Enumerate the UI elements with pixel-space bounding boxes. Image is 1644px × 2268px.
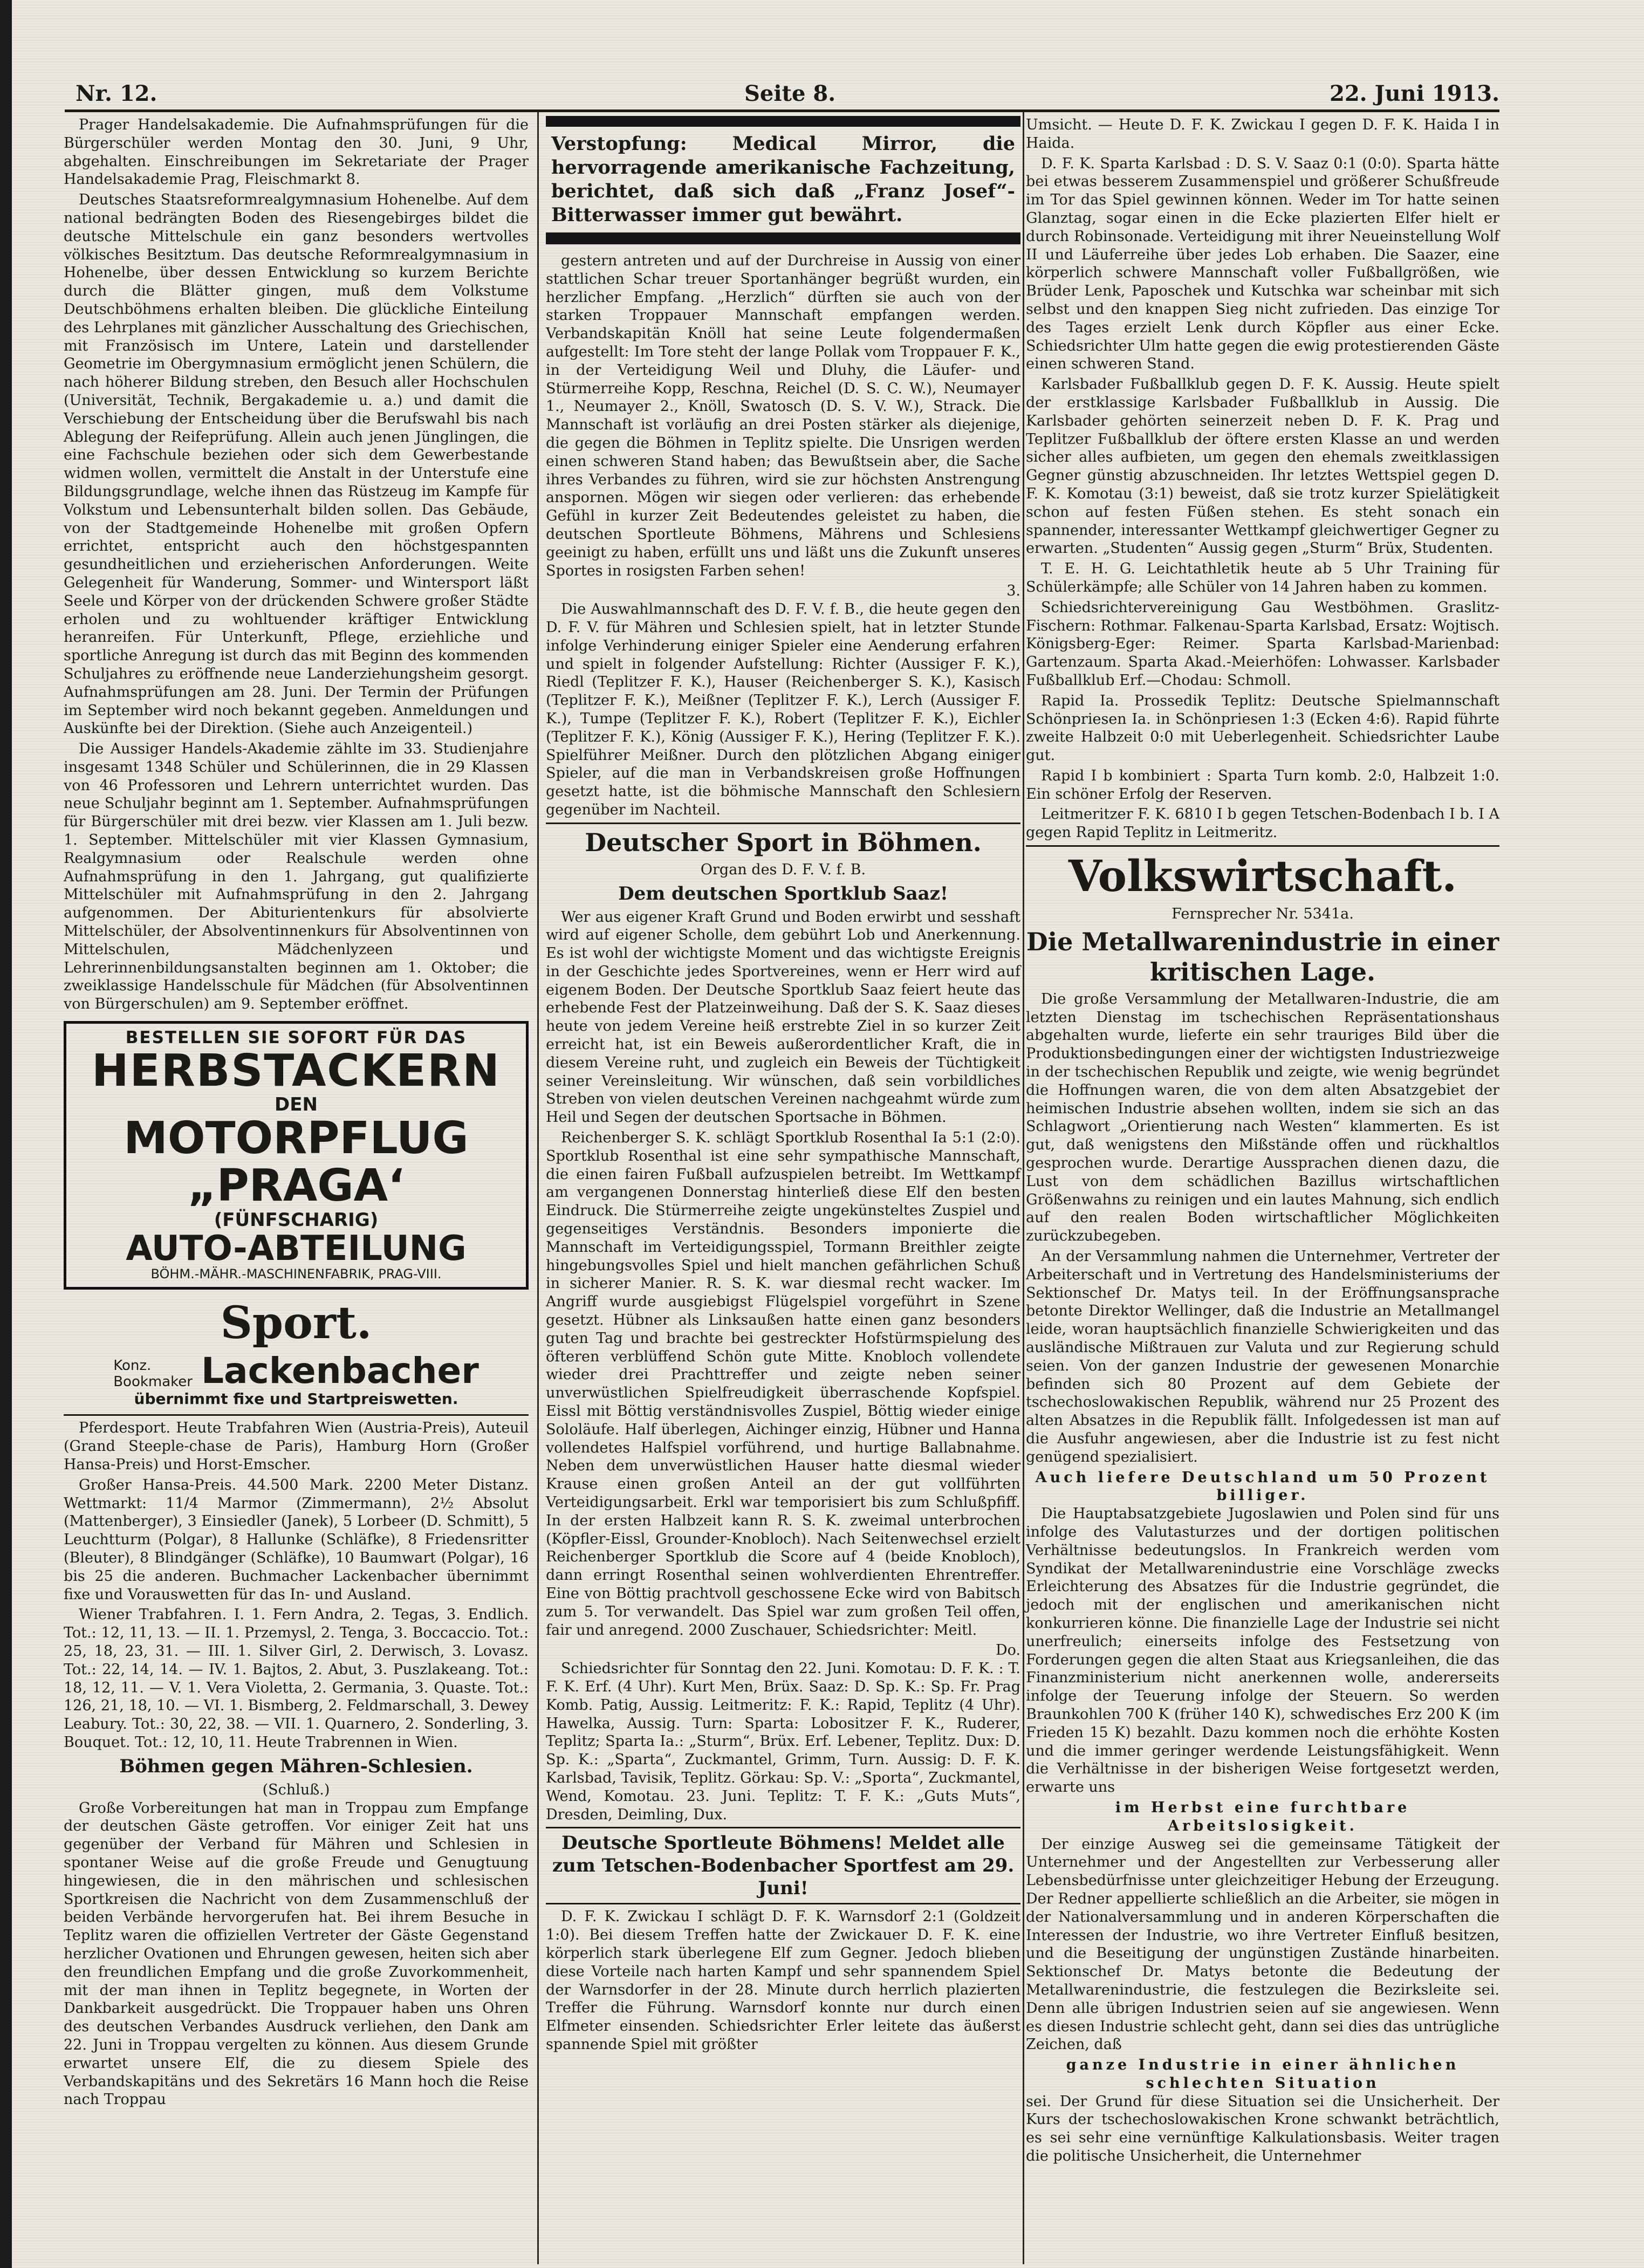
issue-date: 22. Juni 1913. <box>1330 81 1499 106</box>
article-schiedsrichtervereinigung: Schiedsrichtervereinigung Gau Westböhmen. Graslitz-Fischern: Rothmar. Falkenau-Sparta Karlsbad, Ersatz: Wojtisch. Königsberg-Eger: Reimer. Sparta Karlsbad-Marienbad: Gartenzaum. Sparta Akad.-Meierhöfen: Lohwasser. Karlsbader Fußballklub Erf.—Chodau: Schmoll. <box>1026 599 1499 689</box>
page-header <box>76 81 1499 108</box>
column-3 <box>1026 116 1499 2263</box>
column-2 <box>546 116 1020 2263</box>
column-rule-1 <box>537 112 539 2264</box>
column-rule-2 <box>1023 112 1024 2264</box>
section-title-sport: Sport. <box>220 1297 372 1349</box>
article-tehg: T. E. H. G. Leichtathletik heute ab 5 Uhr Training für Schülerkämpfe; alle Schüler von 14 Jahren haben zu kommen. <box>1026 560 1499 595</box>
ad-praga-line6: (FÜNFSCHARIG) <box>214 1209 379 1231</box>
article-metall-3: Die Hauptabsatzgebiete Jugoslawien und Polen sind für uns infolge des Valutasturzes und der dortigen politischen Verhältnisse bedeutungslos. In Frankreich werden vom Syndikat der Metallwarenindustrie eine Vorschläge zwecks Erleichterung des Absatzes für die Industrie gegründet, die jedoch mit der englischen und amerikanischen nicht konkurrieren könne. Die finanzielle Lage der Industrie sei nicht unerfreulich; einerseits infolge des Festsetzung von Forderungen gegen die alten Staat aus Kriegsanleihen, die das Finanzministerium nicht anerkennen wolle, andererseits infolge der Teuerung infolge der Steuern. So werden Braunkohlen 700 K (früher 140 K), schwedisches Erz 200 K (im Frieden 15 K) bezahlt. Dazu kommen noch die erhöhte Kosten und die immer geringer werdende Leistungsfähigkeit. Wenn die Verhältnisse in der bisherigen Weise fortgesetzt werden, erwarte uns <box>1026 1505 1499 1796</box>
article-handelsakademie: Prager Handelsakademie. Die Aufnahmsprüfungen für die Bürgerschüler werden Montag den 30. Juni, 9 Uhr, abgehalten. Einschreibungen im Sekretariate der Prager Handelsakademie Prag, Fleischmarkt 8. <box>64 117 529 188</box>
ad-praga-line3: DEN <box>275 1094 318 1116</box>
article-rapid-1b: Rapid I b kombiniert : Sparta Turn komb. 2:0, Halbzeit 1:0. Ein schöner Erfolg der Reserven. <box>1026 767 1499 803</box>
subhead-arbeitslosigkeit: im Herbst eine furchtbare Arbeitslosigkeit. <box>1115 1799 1410 1834</box>
issue-number: Nr. 12. <box>76 81 157 106</box>
article-saaz: Wer aus eigener Kraft Grund und Boden erwirbt und sesshaft wird auf eigener Scholle, dem gebührt Lob und Anerkennung. Es ist wohl der wichtigste Moment und das wichtigste Ereignis in der Geschichte jedes Sportvereines, wenn er Herr wird auf eigenem Boden. Der Deutsche Sportklub Saaz feiert heute das erhebende Fest der Platzeinweihung. Daß der S. K. Saaz dieses heute von jedem Vereine heiß erstrebte Ziel in so kurzer Zeit erreicht hat, ist ein Beweis außerordentlicher Kraft, die in diesem Vereine ruht, und zugleich ein Beweis der Tüchtigkeit seiner Vereinsleitung. Wir wünschen, daß sein vorbildliches Streben von vielen deutschen Vereinen nachgeahmt würde zum Heil und Segen der deutschen Sportsache in Böhmen. <box>546 908 1020 1126</box>
section-title-volkswirtschaft: Volkswirtschaft. <box>1068 851 1457 902</box>
ad-praga-line4: MOTORPFLUG <box>124 1112 469 1164</box>
fernsprecher-line: Fernsprecher Nr. 5341a. <box>1172 906 1354 923</box>
ad-praga-line1: BESTELLEN SIE SOFORT FÜR DAS <box>125 1028 467 1048</box>
article-troppau-continued: gestern antreten und auf der Durchreise in Aussig von einer stattlichen Schar treuer Sportanhänger begrüßt wurden, ein herzlicher Empfang. „Herzlich“ dürften sie auch von der starken Troppauer Mannschaft empfangen werden. Verbandskapitän Knöll hat seine Leute folgendermaßen aufgestellt: Im Tore steht der lange Pollak vom Troppauer F. K., in der Verteidigung Weil und Dluhy, die Läufer- und Stürmerreihe Kopp, Reschna, Reichel (D. S. C. W.), Neumayer 1., Neumayer 2., Knöll, Swatosch (D. S. V. W.), Strack. Die Mannschaft ist vorläufig an drei Posten stärker als diejenige, die gegen die Böhmen in Teplitz spielte. Die Unsrigen werden einen schweren Stand haben; das Bewußtsein aber, die Sache ihres Verbandes zu führen, wird sie zur höchsten Anstrengung anspornen. Mögen wir siegen oder verlieren: das erhebende Gefühl in kurzer Zeit Bedeutendes geleistet zu haben, die deutschen Sportleute Böhmens, Mährens und Schlesiens geeinigt zu haben, erfüllt uns und läßt uns die Zukunft unseres Sportes in rosigsten Farben sehen! <box>546 252 1020 579</box>
article-leitmeritzer: Leitmeritzer F. K. 6810 I b gegen Tetschen-Bodenbach I b. I A gegen Rapid Teplitz in Leitmeritz. <box>1026 806 1499 841</box>
headline-sportleute: Deutsche Sportleute Böhmens! Meldet alle zum Tetschen-Bodenbacher Sportfest am 29. Juni! <box>552 1832 1015 1900</box>
article-wiener-trabfahren: Wiener Trabfahren. I. 1. Fern Andra, 2. Tegas, 3. Endlich. Tot.: 12, 11, 13. — II. 1. Przemysl, 2. Tenga, 3. Boccaccio. Tot.: 25, 18, 23, 31. — III. 1. Silver Girl, 2. Derwisch, 3. Lovasz. Tot.: 22, 14, 14. — IV. 1. Bajtos, 2. Abut, 3. Puszlakeang. Tot.: 18, 12, 11. — V. 1. Vera Violetta, 2. Germania, 3. Quaste. Tot.: 126, 21, 18, 10. — VI. 1. Bismberg, 2. Feldmarschall, 3. Dewey Leabury. Tot.: 30, 22, 38. — VII. 1. Quarnero, 2. Sonderling, 3. Bouquet. Tot.: 12, 10, 11. Heute Trabrennen in Wien. <box>64 1606 529 1751</box>
article-schiedsrichter: Schiedsrichter für Sonntag den 22. Juni. Komotau: D. F. K. : T. F. K. Erf. (4 Uhr). Kurt Men, Brüx. Saaz: D. Sp. K.: Sp. Fr. Prag Komb. Patig, Aussig. Leitmeritz: F. K.: Rapid, Teplitz (4 Uhr). Hawelka, Aussig. Turn: Sparta: Lobositzer F. K., Ruderer, Teplitz; Sparta Ia.: „Sturm“, Brüx. Erf. Lebener, Teplitz. Dux: D. Sp. K.: „Sparta“, Zuckmantel, Grimm, Turn. Aussig: D. F. K. Karlsbad, Tavisik, Teplitz. Görkau: Sp. V.: „Sporta“, Zuckmantel, Wend, Komotau. 23. Juni. Teplitz: T. F. K.: „Guts Muts“, Dresden, Deimling, Dux. <box>546 1660 1020 1823</box>
schluss-note: (Schluß.) <box>262 1781 330 1798</box>
article-metall-1: Die große Versammlung der Metallwaren-Industrie, die am letzten Dienstag im tschechischen Repräsentationshaus abgehalten wurde, lieferte ein sehr trauriges Bild über die Produktionsbedingungen einer der wichtigsten Industriezweige in der tschechischen Republik und zeigte, wie wenig begründet die Hoffnungen waren, die von dem alten Absatzgebiet der heimischen Industrie absehen wollten, indem sie sich an das Schlagwort „Orientierung nach Westen“ klammerten. Es ist gut, daß wenigstens den Mißstände offen und rückhaltlos gesprochen wurde. Derartige Aussprachen dienen dazu, die Lust von dem schädlichen Bazillus wirtschaftlichen Größenwahns zu reinigen und ein lautes Mahnung, sich endlich auf den realen Boden wirtschaftlicher Möglichkeiten zurückzubegeben. <box>1026 990 1499 1245</box>
ad-praga-line2: HERBSTACKERN <box>92 1045 501 1097</box>
ad-lackenbacher-left <box>113 1358 193 1390</box>
article-rapid-1a: Rapid Ia. Prossedik Teplitz: Deutsche Spielmannschaft Schönpriesen Ia. in Schönpriesen 1:3 (Ecken 4:6). Rapid führte zweite Halbzeit 0:0 mit Ueberlegenheit. Schiedsrichter Laube gut. <box>1026 692 1499 764</box>
ad-lackenbacher-row <box>64 1349 529 1392</box>
divider <box>546 1903 1020 1904</box>
article-metall-2: An der Versammlung nahmen die Unternehmer, Vertreter der Arbeiterschaft und in Vertretung des Handelsministeriums der Sektionschef Dr. Matys teil. In der Eröffnungsansprache betonte Direktor Wellinger, daß die Industrie an Metallmangel leide, woran hauptsächlich finanzielle Schwierigkeiten und das ausländische Mißtrauen zur Valuta und zur Regierung schuld seien. Von der ganzen Industrie der gewesenen Monarchie befinden sich 80 Prozent auf dem Gebiete der tschechoslowakischen Republik, während nur 25 Prozent des alten Absatzes in die Republik fällt. Infolgedessen ist man auf die Ausfuhr angewiesen, aber die Industrie ist zu fest nicht genügend spezialisiert. <box>1026 1248 1499 1465</box>
article-boehmen-maehren: Große Vorbereitungen hat man in Troppau zum Empfange der deutschen Gäste getroffen. Vor einiger Zeit hat uns gegenüber der Verband für Mähren und Schlesien in spontaner Weise auf die große Freude und Genugtuung hingewiesen, die in den mährischen und schlesischen Sportkreisen die Nachricht von dem Zusammenschluß der beiden Verbände hervorgerufen hat. Bei ihrem Besuche in Teplitz waren die offiziellen Vertreter der Gäste Gegenstand herzlicher Ovationen und Ehrungen gewesen, heiten sich aber den freundlichen Empfang und die große Zuvorkommenheit, mit der man ihnen in Teplitz begegnete, in Worten der Dankbarkeit ausgedrückt. Die Troppauer haben uns Ohren des deutschen Verbandes Ausdruck verliehen, den Dank am 22. Juni in Troppau vergelten zu können. Aus diesem Grunde erwartet unsere Elf, die zu diesem Spiele des Verbandskapitäns und des Sekretärs 16 Mann hoch die Reise nach Troppau <box>64 1799 529 2108</box>
column-1 <box>64 116 529 2263</box>
divider <box>64 1414 529 1416</box>
article-pferdesport: Pferdesport. Heute Trabfahren Wien (Austria-Preis), Auteuil (Grand Steeple-chase de Paris), Hamburg Horn (Großer Hansa-Preis) und Horst-Emscher. <box>64 1420 529 1473</box>
ad-praga-line8: BÖHM.-MÄHR.-MASCHINENFABRIK, PRAG-VIII. <box>150 1266 442 1282</box>
article-metall-5: sei. Der Grund für diese Situation sei die Unsicherheit. Der Kurs der tschechoslowakischen Krone schwankt beträchtlich, es sei sehr eine vernünftige Kalkulationsbasis. Weiter tragen die politische Unsicherheit, die Unternehmer <box>1026 2093 1499 2165</box>
ad-praga-line7: AUTO-ABTEILUNG <box>126 1228 467 1269</box>
article-sparta-karlsbad: D. F. K. Sparta Karlsbad : D. S. V. Saaz 0:1 (0:0). Sparta hätte bei etwas besserem Zusammenspiel und größerer Schußfreude im Tor das Spiel gewinnen können. Weder im Tor hatte seinen Glanztag, sogar einen in die Ecke plazierten Elfer hielt er durch Robinsonade. Verteidigung mit ihrer Neueinstellung Wolf II und Läuferreihe über jedes Lob erhaben. Die Saazer, eine körperlich schwere Mannschaft voller Fußballgrößen, wie Brüder Lenk, Paposchek und Kutschka war scheinbar mit sich selbst und den knappen Sieg nicht zufrieden. Das einzige Tor des Tages erzielt Lenk durch Köpfler aus einer Ecke. Schiedsrichter Ulm hatte gegen die ewig protestierenden Gäste einen schweren Stand. <box>1026 155 1499 373</box>
ad-franz-josef-bitterwasser: Verstopfung: Medical Mirror, die hervorragende amerikanische Fachzeitung, berichtet, daß sich daß „Franz Josef“-Bitterwasser immer gut bewährt. <box>546 116 1020 244</box>
ad-praga-line5: „PRAGA‘ <box>187 1160 405 1212</box>
divider <box>1026 845 1499 847</box>
ad-lackenbacher-konz: Konz. <box>113 1357 152 1374</box>
ad-lackenbacher-bookmaker: Bookmaker <box>113 1373 193 1390</box>
article-auswahlmannschaft: Die Auswahlmannschaft des D. F. V. f. B., die heute gegen den D. F. V. für Mähren und Schlesien spielt, hat in letzter Stunde infolge Verhinderung einiger Spieler eine Aenderung erfahren und spielt in folgender Aufstellung: Richter (Aussiger F. K.), Riedl (Teplitzer F. K.), Hauser (Reichenberger S. K.), Kasisch (Teplitzer F. K.), Meißner (Teplitzer F. K.), Lerch (Aussiger F. K.), Tumpe (Teplitzer F. K.), Robert (Teplitzer F. K.), Eichler (Teplitzer F. K.), König (Aussiger F. K.), Hering (Teplitzer F. K.). Spielführer Meißner. Durch den plötzlichen Abgang einiger Spieler, auf die man in Verbandskreisen große Hoffnungen gesetzt hatte, ist die böhmische Mannschaft den Schlesiern gegenüber im Nachteil. <box>546 601 1020 818</box>
article-signature: Do. <box>995 1642 1020 1659</box>
article-karlsbader-fussballklub: Karlsbader Fußballklub gegen D. F. K. Aussig. Heute spielt der erstklassige Karlsbader Fußballklub in Aussig. Die Karlsbader gehörten seinerzeit neben D. F. K. Prag und Teplitzer Fußballklub der öftere ersten Klasse an und werden sicher alles aufbieten, um gegen den ehemals zweitklassigen Gegner günstig abzuschneiden. Ihr letztes Wettspiel gegen D. F. K. Komotau (3:1) beweist, daß sie trotz kurzer Spielätigkeit schon auf festen Füßen stehen. Es steht sonach ein spannender, interessanter Wettkampf gleichwertiger Gegner zu erwarten. „Studenten“ Aussig gegen „Sturm“ Brüx, Studenten. <box>1026 376 1499 557</box>
headline-boehmen-maehren: Böhmen gegen Mähren-Schlesien. <box>119 1755 473 1777</box>
article-metall-4: Der einzige Ausweg sei die gemeinsame Tätigkeit der Unternehmer und der Angestellten zur Verbesserung aller Lebensbedürfnisse unter gleichzeitiger Hebung der Erzeugung. Der Redner appellierte schließlich an die Arbeiter, sie mögen in der Nationalversammlung und in anderen Körperschaften die Interessen der Industrie, wo ihre Vertreter Einfluß besitzen, und die Beseitigung der ungünstigen Zustände hinarbeiten. Sektionschef Dr. Matys betonte die Bedeutung der Metallwarenindustrie, die festzulegen die Bezirksleite sei. Denn alle übrigen Industrien seien auf sie angewiesen. Wenn es diesen Industrie schlecht geht, dann sei dies das untrügliche Zeichen, daß <box>1026 1835 1499 2053</box>
headline-deutscher-sport: Deutscher Sport in Böhmen. <box>585 827 982 857</box>
page-number: Seite 8. <box>744 81 836 106</box>
subhead-situation: ganze Industrie in einer ähnlichen schlechten Situation <box>1066 2057 1460 2092</box>
article-reichenberger: Reichenberger S. K. schlägt Sportklub Rosenthal Ia 5:1 (2:0). Sportklub Rosenthal ist eine sehr sympathische Mannschaft, die einen fairen Fußball aufzuspielen betreibt. Im Wettkampf am vergangenen Donnerstag hinterließ diese Elf den besten Eindruck. Die Stürmerreihe zeigte ungekünsteltes Zuspiel und gegenseitiges Verständnis. Besonders imponierte die Mannschaft im Verteidigungsspiel, Tormann Breithler zeigte hingebungsvolles Spiel und hielt manchen gefährlichen Schuß in sicherer Manier. R. S. K. war diesmal recht wacker. Im Angriff wurde ausgiebigst Flügelspiel vorgeführt in Szene gesetzt. Hübner als Linksaußen hatte einen ganz besonders guten Tag und brachte bei gestreckter Hofstürmspielung des öfteren verblüffend Schön gute Mitte. Knobloch vollendete wieder drei Prachttreffer und zeigte neben seiner unverwüstlichen Spielfreudigkeit überraschende Kopfspiel. Eissl mit Böttig verständnisvolles Zuspiel, Böttig wieder einige Sololäufe. Half überlegen, Aichinger einzig, Hübner und Hanna vollendetes Halfspiel vorführend, und hurtige Ballabnahme. Neben dem unverwüstlichen Hauser hatte diesmal wieder Krause einen großen Anteil an der gut vollführten Verteidigungsarbeit. Erkl war temporisiert bis zum Schlußpfiff. In der ersten Halbzeit kann R. S. K. zweimal unterbrochen (Köpfler-Eissl, Grounder-Knobloch). Nach Seitenwechsel erzielt Reichenberger Sportklub die Score auf 4 (beide Knobloch), dann erringt Rosenthal seinen wohlverdienten Ehrentreffer. Eine von Böttig prachtvoll geschossene Ecke wird von Babitsch zum 5. Tor verwandelt. Das Spiel war zum großen Teil offen, fair und anregend. 2000 Zuschauer, Schiedsrichter: Meitl. <box>546 1129 1020 1639</box>
subhead-deutschland: Auch liefere Deutschland um 50 Prozent billiger. <box>1035 1469 1490 1504</box>
ad-lackenbacher-name: Lackenbacher <box>201 1349 479 1392</box>
scan-edge <box>0 0 12 2268</box>
ad-lackenbacher-sub: übernimmt fixe und Startpreiswetten. <box>134 1389 458 1408</box>
article-signature: 3. <box>1006 583 1020 600</box>
organ-line: Organ des D. F. V. f. B. <box>700 861 866 878</box>
article-zwickau-continued: Umsicht. — Heute D. F. K. Zwickau I gegen D. F. K. Haida I in Haida. <box>1026 117 1499 152</box>
header-rule <box>65 109 1499 112</box>
ad-lackenbacher <box>64 1349 529 1408</box>
article-zwickau: D. F. K. Zwickau I schlägt D. F. K. Warnsdorf 2:1 (Goldzeit 1:0). Bei diesem Treffen hatte der Zwickauer D. F. K. eine körperlich stark überlegene Elf zum Gegner. Jedoch blieben diese Vorteile nach harten Kampf und sehr spannendem Spiel der Warnsdorfer in der 28. Minute durch herrlich plazierten Treffer die Führung. Warnsdorf konnte nur durch einen Elfmeter einsenden. Schiedsrichter Erler leitete das äußerst spannende Spiel mit größter <box>546 1908 1020 2053</box>
headline-saaz: Dem deutschen Sportklub Saaz! <box>618 882 948 905</box>
article-hansa-preis: Großer Hansa-Preis. 44.500 Mark. 2200 Meter Distanz. Wettmarkt: 11/4 Marmor (Zimmermann), 2½ Absolut (Mattenberger), 3 Einsiedler (Janek), 5 Lorbeer (D. Schmitt), 5 Leuchtturm (Polgar), 8 Hallunke (Schläfke), 8 Friedensritter (Bleuter), 8 Blindgänger (Schläfke), 10 Baumwart (Polgar), 16 bis 25 die anderen. Buchmacher Lackenbacher übernimmt fixe und Vorauswetten für das In- und Ausland. <box>64 1476 529 1603</box>
divider <box>546 823 1020 824</box>
headline-metallwarenindustrie: Die Metallwarenindustrie in einer kritischen Lage. <box>1026 927 1499 986</box>
article-aussiger-akademie: Die Aussiger Handels-Akademie zählte im 33. Studienjahre insgesamt 1348 Schüler und Schülerinnen, die in 29 Klassen von 46 Professoren und Lehrern unterrichtet wurden. Das neue Schuljahr beginnt am 1. September. Aufnahmsprüfungen für Bürgerschüler mit drei bezw. vier Klassen am 1. Juli bezw. 1. September. Mittelschüler mit vier Klassen Gymnasium, Realgymnasium oder Realschule werden ohne Aufnahmsprüfung in den 1. Jahrgang, gut qualifizierte Mittelschüler mit Aufnahmsprüfung in den 2. Jahrgang aufgenommen. Der Abiturientenkurs für absolvierte Mittelschüler, der Absolventinnenkurs für Absolventinnen von Mittelschulen, Mädchenlyzeen und Lehrerinnenbildungsanstalten beginnen am 1. Oktober; die zweiklassige Handelsschule für Mädchen (für Absolventinnen von Bürgerschulen) am 9. September eröffnet. <box>64 741 529 1013</box>
article-staatsreform: Deutsches Staatsreformrealgymnasium Hohenelbe. Auf dem national bedrängten Boden des Riesengebirges bildet die deutsche Mittelschule ein ganz besonders wertvolles völkisches Besitztum. Das deutsche Reformrealgymnasium in Hohenelbe, über dessen Entwicklung so kurzem Berichte durch die Blätter gingen, muß dem Volkstume Deutschböhmens erhalten bleiben. Die glückliche Einteilung des Lehrplanes mit gänzlicher Ausschaltung des Griechischen, mit Französisch im Untere, Latein und darstellender Geometrie im Obergymnasium ermöglicht jenen Schülern, die nach höherer Bildung streben, den Besuch aller Hochschulen (Universität, Technik, Bergakademie u. a.) und damit die Verschiebung der Entscheidung über die Berufswahl bis nach Ablegung der Reifeprüfung. Allein auch jenen Jünglingen, die eine Fachschule beziehen oder sich dem Gewerbestande widmen wollen, vermittelt die Anstalt in der Unterstufe eine Bildungsgrundlage, welche ihnen das Rüstzeug im Kampfe für Volkstum und Lebensunterhalt bilden sollen. Das Gebäude, von der Stadtgemeinde Hohenelbe mit großen Opfern errichtet, entspricht auch den höchstgespannten gesundheitlichen und erzieherischen Anforderungen. Weite Gelegenheit für Wanderung, Sommer- und Wintersport läßt Seele und Körper von der drückenden Schwere großer Städte erholen und zu wohltuender kräftiger Entwicklung heranreifen. Für Unterkunft, Pflege, erziehliche und sportliche Anregung ist durch das mit Beginn des kommenden Schuljahres zu eröffnende neue Landerziehungsheim gesorgt. Aufnahmsprüfungen am 28. Juni. Der Termin der Prüfungen im September wird noch bekannt gegeben. Anmeldungen und Auskünfte bei der Direktion. (Siehe auch Anzeigenteil.) <box>64 191 529 737</box>
divider <box>546 1827 1020 1828</box>
ad-motorpflug-praga <box>64 1021 529 1290</box>
